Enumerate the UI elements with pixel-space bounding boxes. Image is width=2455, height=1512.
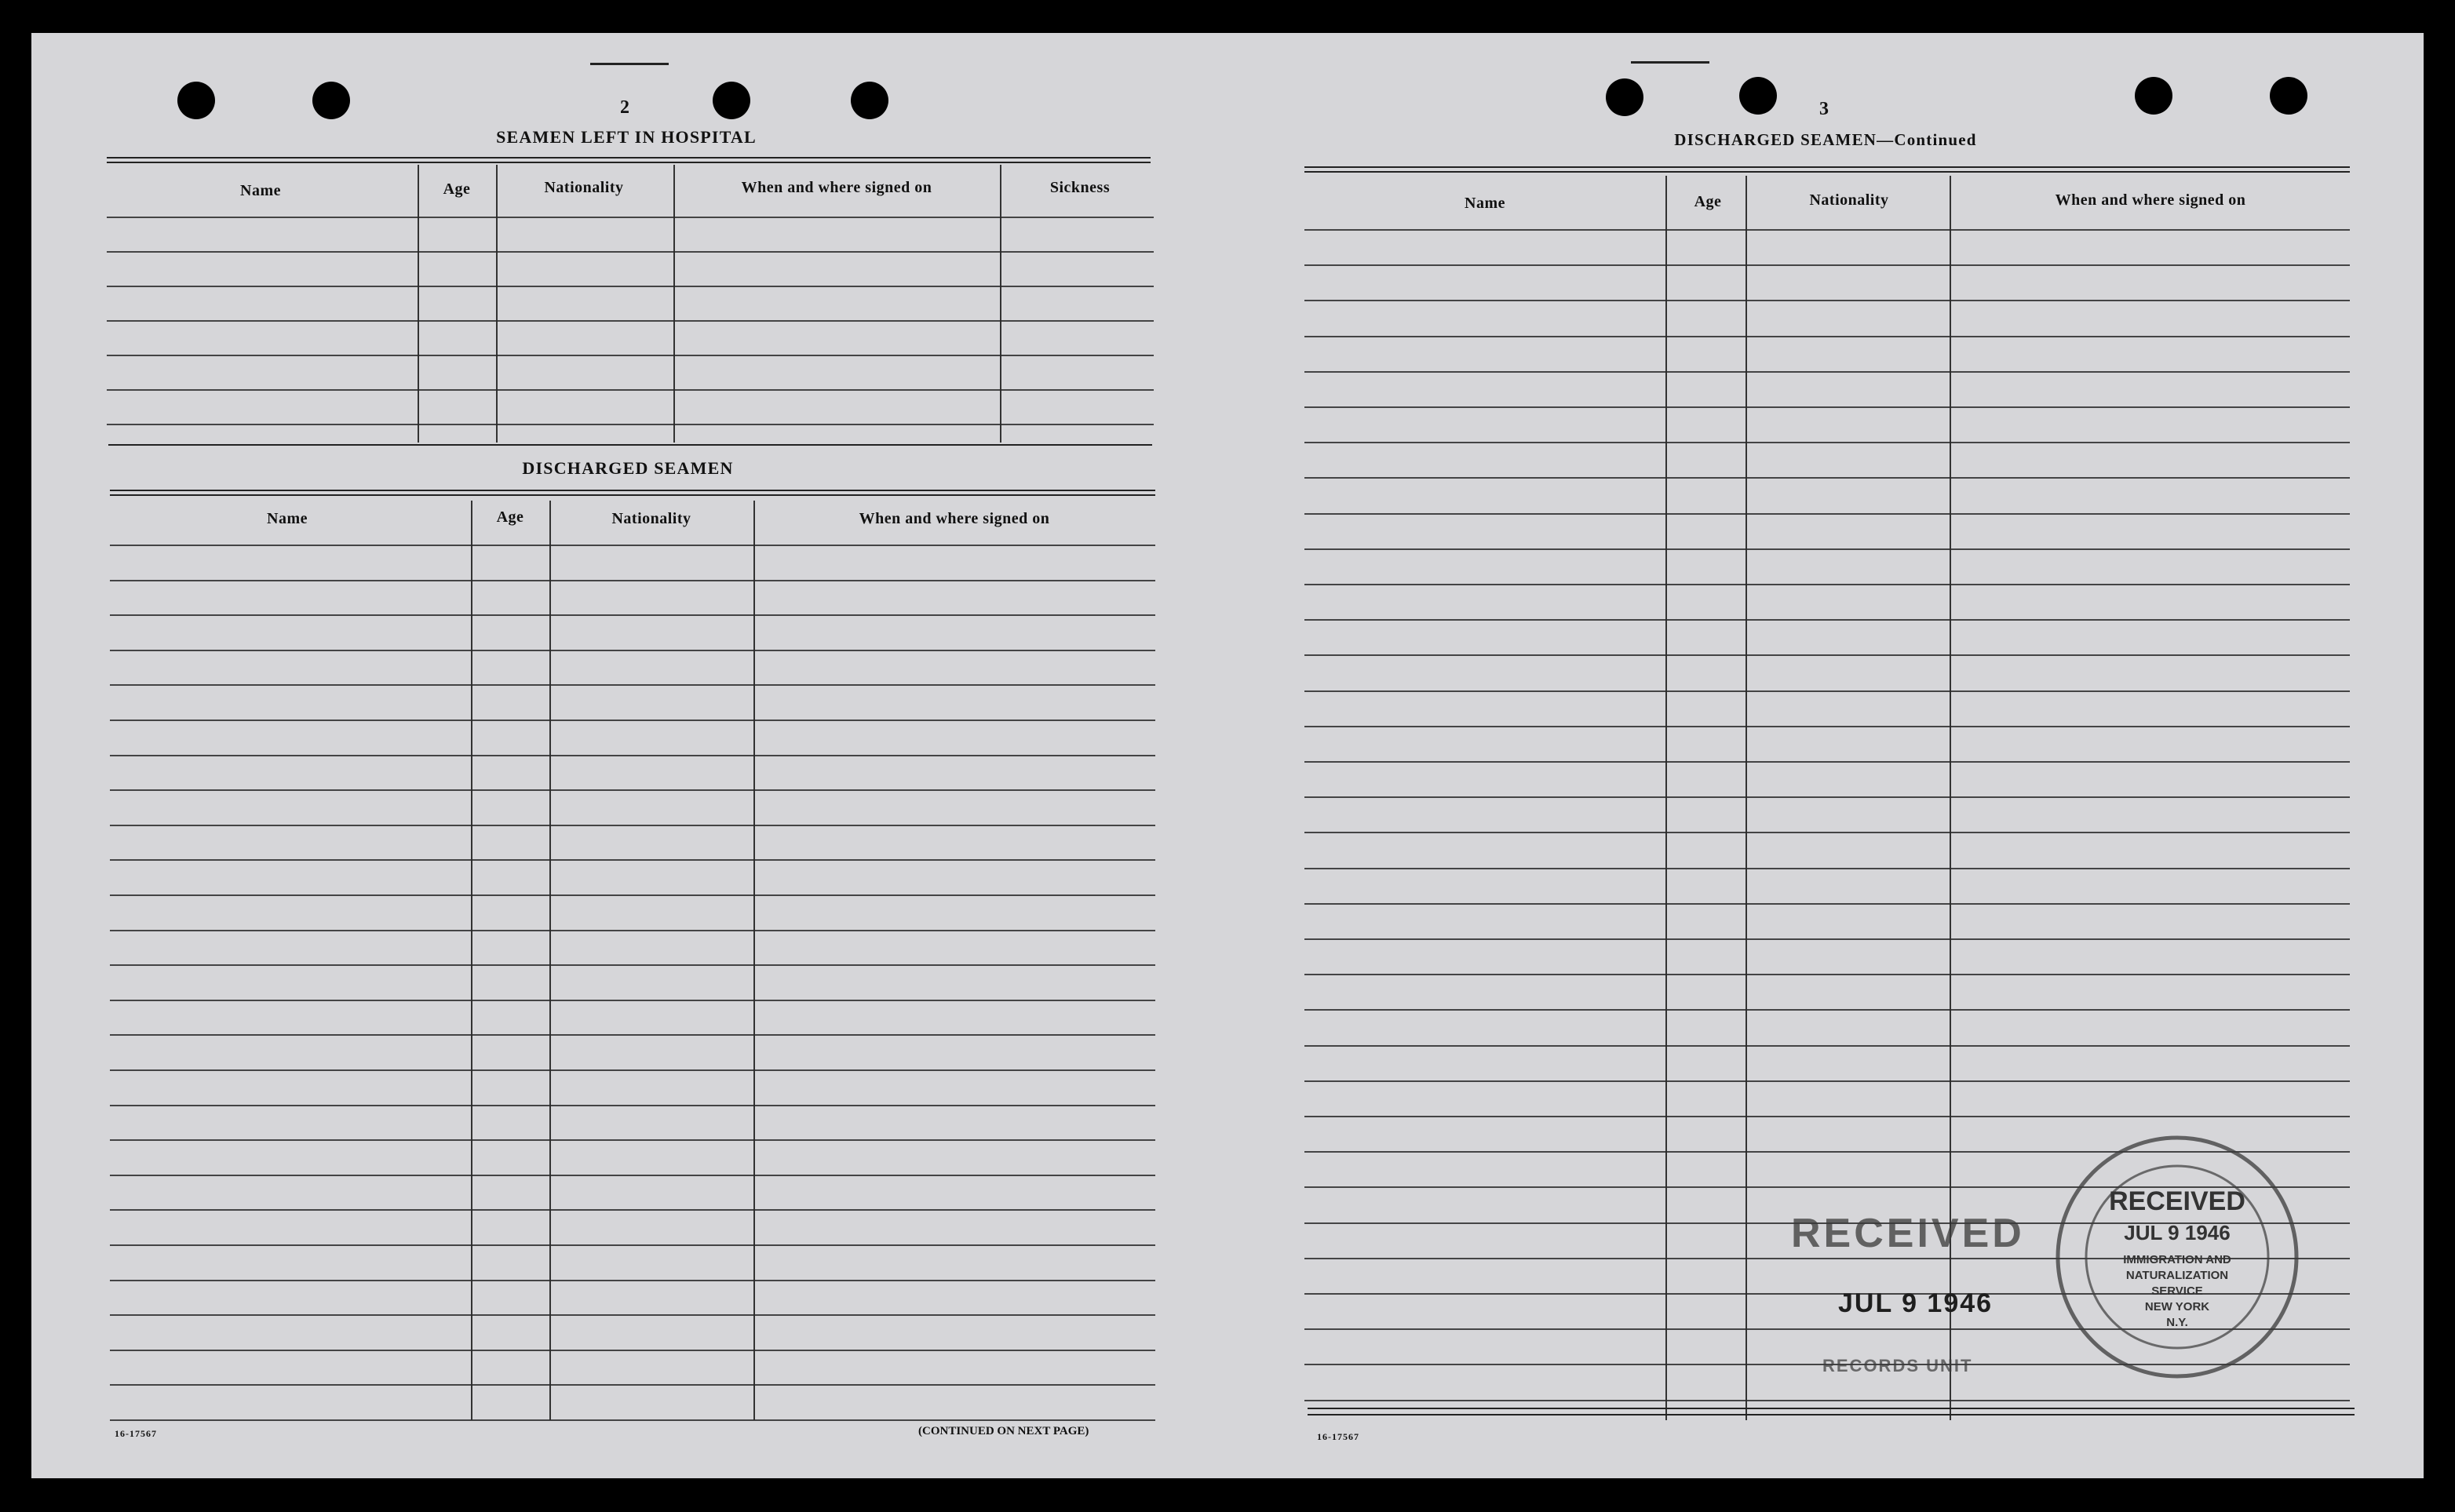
- ruled-row-line: [107, 286, 1154, 287]
- ruled-row-line: [1304, 619, 2350, 621]
- column-divider: [1000, 165, 1001, 443]
- right-table-top-rule: [1304, 171, 2350, 173]
- ruled-row-line: [1304, 229, 2350, 231]
- ruled-row-line: [1304, 371, 2350, 373]
- ruled-row-line: [1304, 1045, 2350, 1047]
- column-divider: [549, 501, 551, 1420]
- form-number-right: 16-17567: [1317, 1431, 1359, 1442]
- ruled-row-line: [1304, 1116, 2350, 1117]
- punch-hole: [312, 82, 350, 119]
- hospital-section-title: SEAMEN LEFT IN HOSPITAL: [496, 127, 757, 147]
- discharged-table-top-rule: [110, 494, 1155, 496]
- ruled-row-line: [1304, 336, 2350, 337]
- punch-hole: [713, 82, 750, 119]
- right-col-nationality: Nationality: [1809, 191, 1889, 209]
- ruled-row-line: [1304, 690, 2350, 692]
- right-col-age: Age: [1694, 193, 1722, 210]
- hospital-table-bottom-rule: [108, 444, 1152, 446]
- hospital-col-name: Name: [240, 182, 281, 199]
- page-number-right: 3: [1819, 99, 1829, 119]
- discharged-table-top-rule: [110, 490, 1155, 491]
- ruled-row-line: [110, 1280, 1155, 1281]
- ruled-row-line: [110, 930, 1155, 931]
- ins-seal-title: RECEIVED: [2109, 1186, 2245, 1216]
- ruled-row-line: [1304, 832, 2350, 833]
- ruled-row-line: [110, 859, 1155, 861]
- hospital-table-top-rule: [107, 162, 1151, 163]
- ruled-row-line: [1304, 584, 2350, 585]
- ruled-row-line: [1304, 513, 2350, 515]
- ruled-row-line: [110, 1069, 1155, 1071]
- hospital-table-top-rule: [107, 157, 1151, 158]
- ruled-row-line: [110, 1105, 1155, 1106]
- punch-hole: [2270, 77, 2307, 115]
- punch-hole: [2135, 77, 2172, 115]
- discharged-col-signed-on: When and where signed on: [859, 510, 1050, 527]
- ins-seal-line5: N.Y.: [2166, 1316, 2188, 1329]
- punch-hole: [1739, 77, 1777, 115]
- ruled-row-line: [110, 1350, 1155, 1351]
- discharged-col-name: Name: [267, 510, 308, 527]
- discharged-col-age: Age: [496, 508, 524, 526]
- ruled-row-line: [110, 825, 1155, 826]
- ruled-row-line: [1304, 903, 2350, 905]
- form-sheet: [31, 33, 2424, 1478]
- ruled-row-line: [107, 217, 1154, 218]
- ruled-row-line: [107, 389, 1154, 391]
- ruled-row-line: [110, 684, 1155, 686]
- ins-seal-line1: IMMIGRATION AND: [2123, 1253, 2231, 1266]
- ruled-row-line: [1304, 1009, 2350, 1011]
- ruled-row-line: [1304, 974, 2350, 975]
- received-stamp-title: RECEIVED: [1791, 1211, 2025, 1256]
- ruled-row-line: [1304, 548, 2350, 550]
- ruled-row-line: [1304, 300, 2350, 301]
- ruled-row-line: [107, 251, 1154, 253]
- ruled-row-line: [110, 1034, 1155, 1036]
- ruled-row-line: [110, 789, 1155, 791]
- right-table-bottom-rule: [1308, 1414, 2355, 1415]
- ruled-row-line: [1304, 654, 2350, 656]
- right-col-name: Name: [1465, 195, 1505, 212]
- ruled-row-line: [1304, 761, 2350, 763]
- ruled-row-line: [110, 1244, 1155, 1246]
- ruled-row-line: [107, 424, 1154, 425]
- ruled-row-line: [1304, 406, 2350, 408]
- received-stamp-unit: RECORDS UNIT: [1822, 1356, 1973, 1375]
- ruled-row-line: [110, 1175, 1155, 1176]
- hospital-col-signed-on: When and where signed on: [741, 179, 932, 196]
- ruled-row-line: [110, 755, 1155, 756]
- form-number-left: 16-17567: [115, 1428, 157, 1439]
- ruled-row-line: [1304, 938, 2350, 940]
- ruled-row-line: [110, 580, 1155, 581]
- ins-seal-line3: SERVICE: [2151, 1284, 2203, 1298]
- discharged-continued-title: DISCHARGED SEAMEN—Continued: [1674, 130, 1977, 149]
- ruled-row-line: [110, 1419, 1155, 1421]
- right-col-signed-on: When and where signed on: [2055, 191, 2246, 209]
- ins-received-seal: [2044, 1124, 2311, 1390]
- ruled-row-line: [110, 1209, 1155, 1211]
- hospital-col-sickness: Sickness: [1049, 179, 1111, 196]
- punch-hole: [1606, 78, 1643, 116]
- ruled-row-line: [110, 1384, 1155, 1386]
- ruled-row-line: [107, 355, 1154, 356]
- column-divider: [418, 165, 419, 443]
- ruled-row-line: [110, 1139, 1155, 1141]
- ruled-row-line: [1304, 796, 2350, 798]
- punch-hole: [851, 82, 888, 119]
- column-divider: [753, 501, 755, 1420]
- hospital-col-nationality: Nationality: [544, 179, 624, 196]
- column-divider: [471, 501, 472, 1420]
- ruled-row-line: [110, 1314, 1155, 1316]
- column-divider: [673, 165, 675, 443]
- ruled-row-line: [110, 614, 1155, 616]
- ruled-row-line: [1304, 1080, 2350, 1082]
- ruled-row-line: [110, 720, 1155, 721]
- ruled-row-line: [1304, 442, 2350, 443]
- page-number-left: 2: [620, 97, 629, 118]
- ruled-row-line: [110, 894, 1155, 896]
- ruled-row-line: [110, 1000, 1155, 1001]
- ruled-row-line: [1304, 868, 2350, 869]
- top-mark: [590, 63, 669, 65]
- ruled-row-line: [1304, 264, 2350, 266]
- ruled-row-line: [110, 964, 1155, 966]
- right-table-bottom-rule: [1308, 1408, 2355, 1409]
- column-divider: [1665, 176, 1667, 1420]
- ins-seal-line4: NEW YORK: [2144, 1300, 2210, 1313]
- ruled-row-line: [110, 650, 1155, 651]
- received-stamp-date: JUL 9 1946: [1838, 1288, 1994, 1318]
- ruled-row-line: [1304, 726, 2350, 727]
- punch-hole: [177, 82, 215, 119]
- hospital-col-age: Age: [443, 180, 471, 198]
- top-mark: [1631, 61, 1709, 64]
- ruled-row-line: [110, 545, 1155, 546]
- discharged-col-nationality: Nationality: [611, 510, 691, 527]
- ruled-row-line: [1304, 1400, 2350, 1401]
- discharged-section-title: DISCHARGED SEAMEN: [522, 458, 734, 478]
- ins-seal-line2: NATURALIZATION: [2125, 1269, 2229, 1282]
- right-table-top-rule: [1304, 166, 2350, 168]
- column-divider: [1745, 176, 1747, 1420]
- column-divider: [496, 165, 498, 443]
- ins-seal-date: JUL 9 1946: [2124, 1221, 2231, 1244]
- ruled-row-line: [1304, 477, 2350, 479]
- ruled-row-line: [107, 320, 1154, 322]
- continued-note: (CONTINUED ON NEXT PAGE): [918, 1425, 1089, 1437]
